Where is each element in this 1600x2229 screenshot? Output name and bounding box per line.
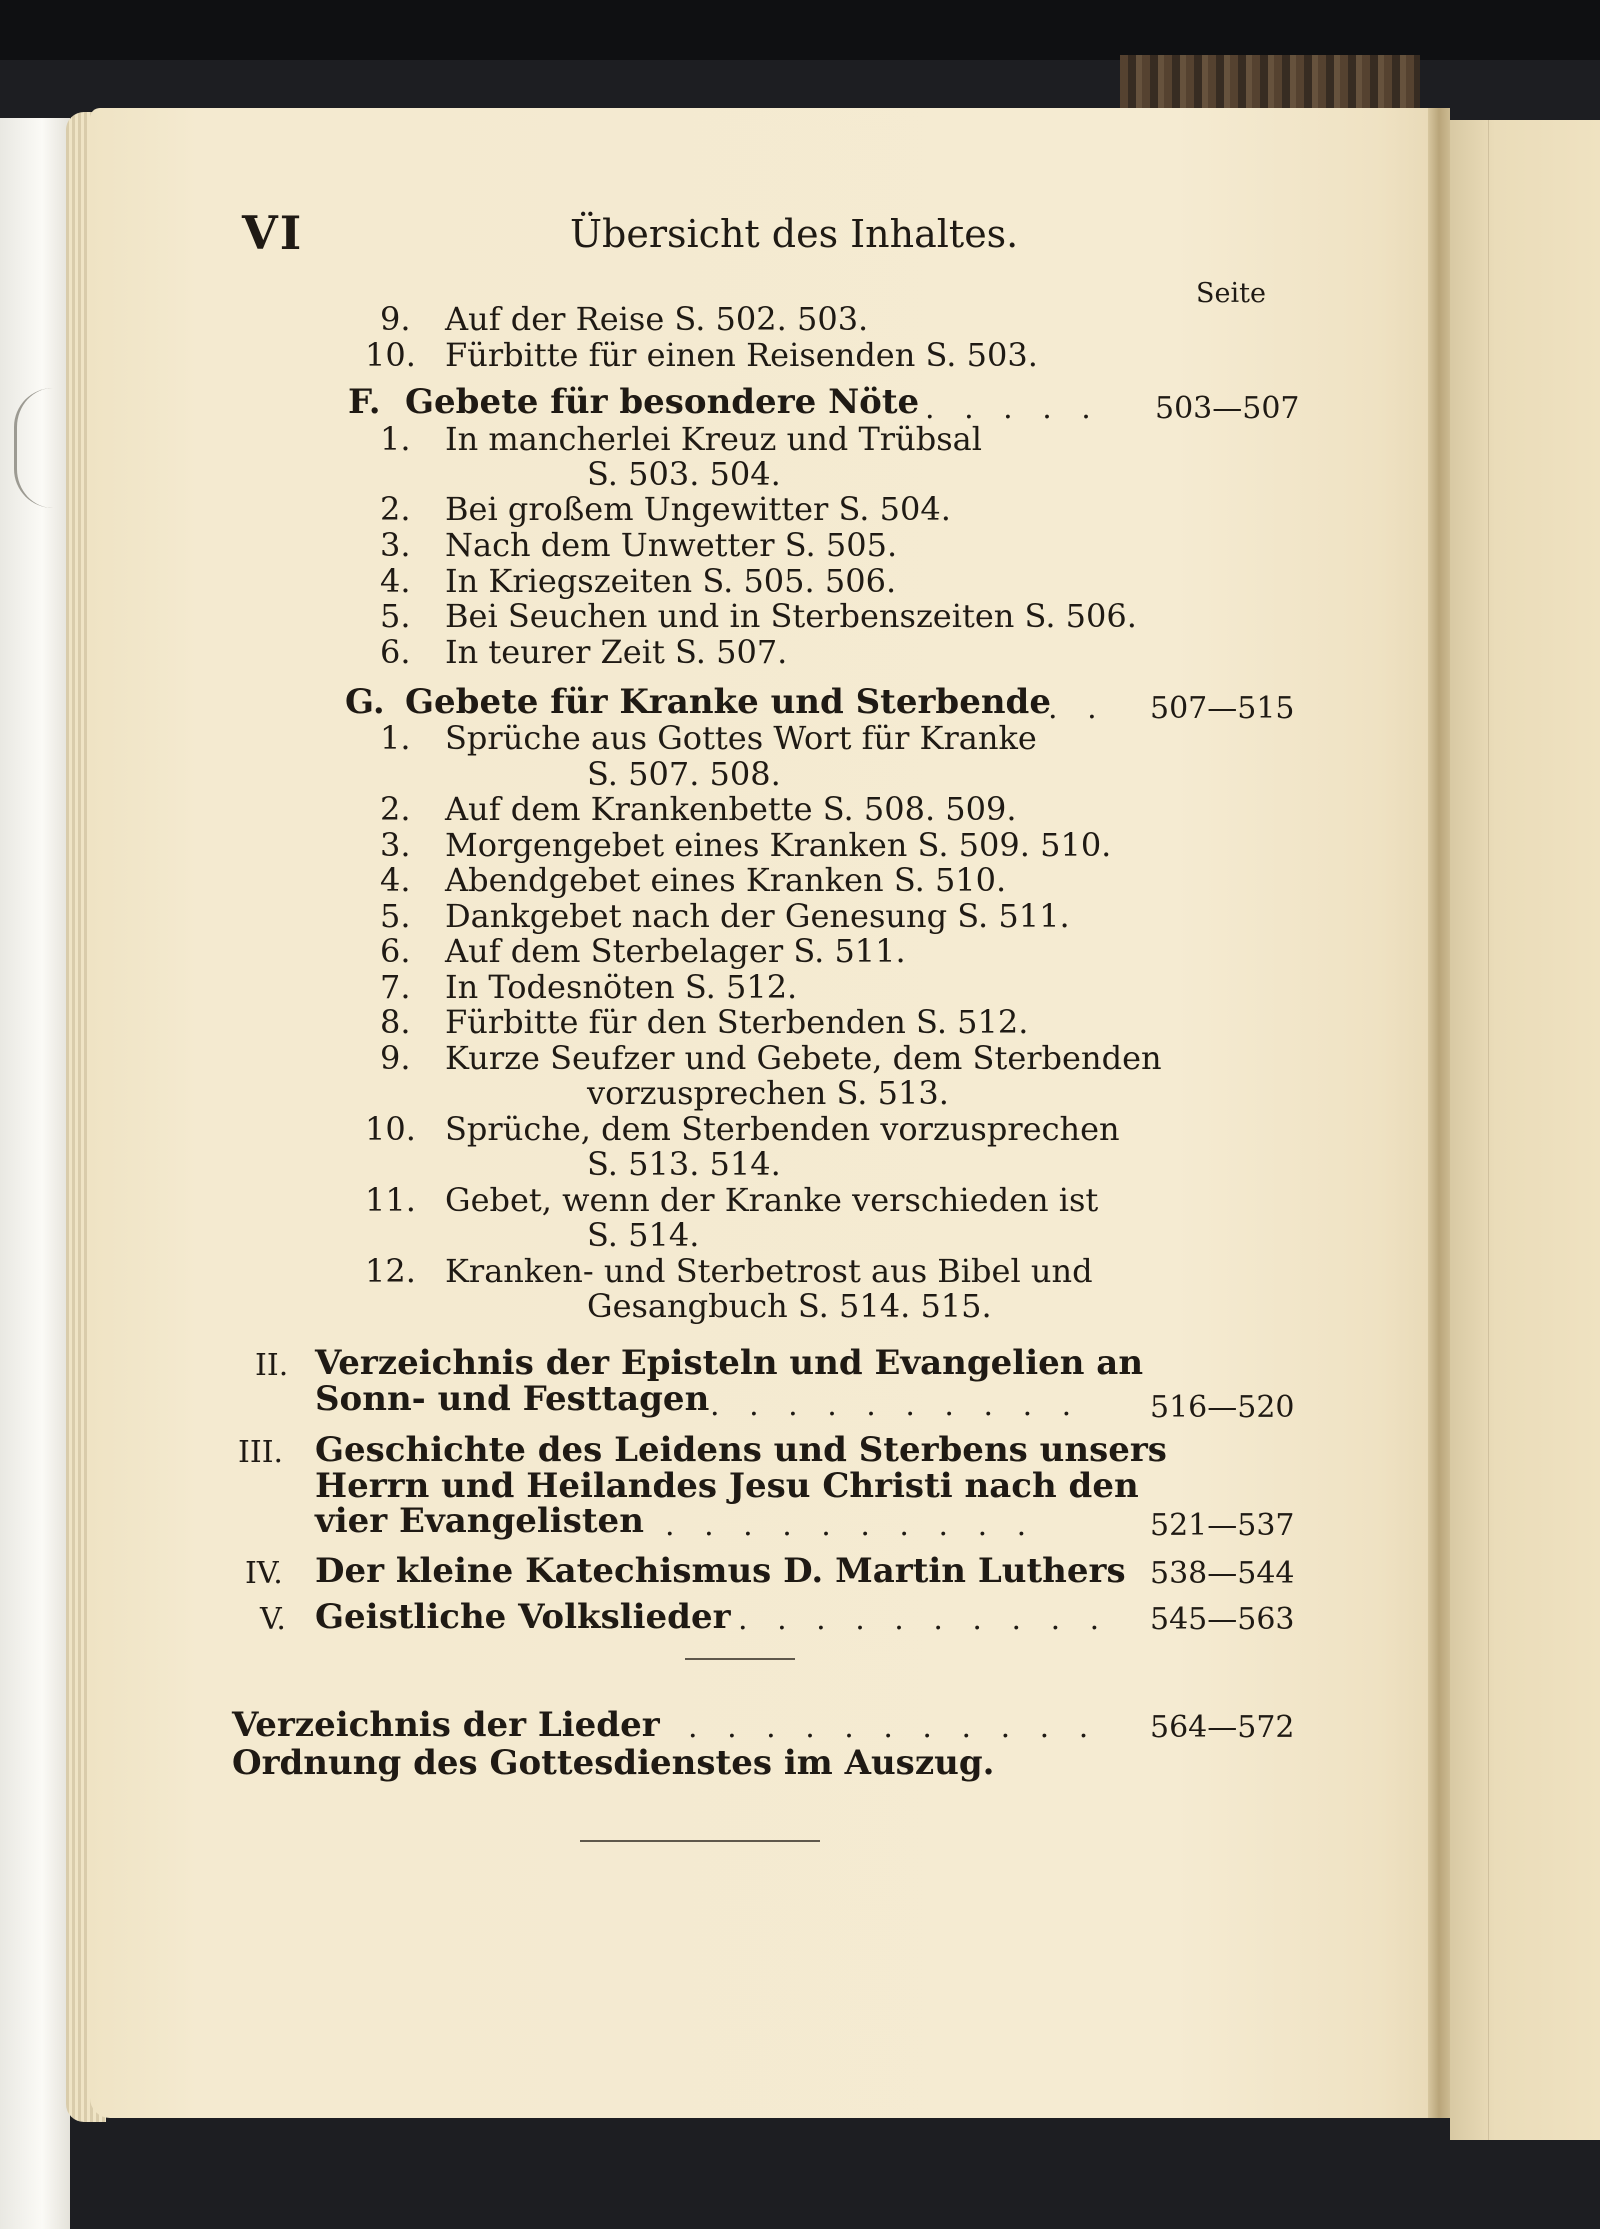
leader-dots: . . . . . . . . . . [665, 1508, 1037, 1543]
facing-page-rule [1488, 120, 1489, 2140]
entry-number: 2. [380, 790, 411, 828]
entry-number: 10. [365, 1110, 416, 1148]
entry-text: Abendgebet eines Kranken S. 510. [445, 861, 1007, 899]
entry-text-cont: vorzusprechen S. 513. [587, 1074, 949, 1112]
bookmark-ribbon[interactable] [0, 118, 70, 2229]
entry-number: 12. [365, 1252, 416, 1290]
entry-text: Sprüche, dem Sterbenden vorzusprechen [445, 1110, 1120, 1148]
entry-number: 5. [380, 897, 411, 935]
entry-text: Sprüche aus Gottes Wort für Kranke [445, 719, 1037, 757]
entry-text: In mancherlei Kreuz und Trübsal [445, 420, 982, 458]
entry-text-cont: Gesangbuch S. 514. 515. [587, 1287, 992, 1325]
page-range: 521—537 [1150, 1508, 1295, 1543]
entry-number: 9. [380, 300, 411, 338]
part-title: Verzeichnis der Episteln und Evangelien an [315, 1343, 1144, 1383]
entry-text: Fürbitte für den Sterbenden S. 512. [445, 1003, 1029, 1041]
entry-number: 9. [380, 1039, 411, 1077]
part-title-cont: Sonn- und Festtagen [315, 1379, 710, 1419]
running-title: Übersicht des Inhaltes. [570, 212, 1019, 256]
entry-text-cont: S. 503. 504. [587, 455, 781, 493]
entry-text: In teurer Zeit S. 507. [445, 633, 788, 671]
entry-text: Nach dem Unwetter S. 505. [445, 526, 898, 564]
book-page [90, 108, 1445, 2118]
entry-number: 6. [380, 633, 411, 671]
entry-text: In Kriegszeiten S. 505. 506. [445, 562, 897, 600]
entry-text: Auf dem Sterbelager S. 511. [445, 932, 906, 970]
entry-text: Gebet, wenn der Kranke verschieden ist [445, 1181, 1099, 1219]
entry-text: Auf der Reise S. 502. 503. [445, 300, 869, 338]
entry-number: 1. [380, 719, 411, 757]
entry-number: 2. [380, 490, 411, 528]
page-column-label: Seite [1196, 278, 1266, 309]
part-title: Geschichte des Leidens und Sterbens unsers [315, 1430, 1167, 1470]
leader-dots: . . . . . [925, 391, 1101, 426]
entry-text-cont: S. 507. 508. [587, 755, 781, 793]
entry-text-cont: S. 514. [587, 1216, 700, 1254]
part-title: Der kleine Katechismus D. Martin Luthers [315, 1551, 1126, 1591]
page-range: 538—544 [1150, 1556, 1295, 1591]
entry-text-cont: S. 513. 514. [587, 1145, 781, 1183]
page-range: 564—572 [1150, 1710, 1295, 1745]
page-gutter [1428, 108, 1450, 2118]
section-divider [685, 1658, 795, 1660]
entry-number: 5. [380, 597, 411, 635]
entry-number: 6. [380, 932, 411, 970]
page-range: 503—507 [1155, 391, 1300, 426]
part-numeral: II. [255, 1348, 289, 1383]
entry-number: 3. [380, 526, 411, 564]
entry-number: 7. [380, 968, 411, 1006]
leader-dots: . . . . . . . . . . [710, 1388, 1082, 1423]
section-letter: G. [345, 682, 385, 722]
leader-dots: . . . . . . . . . . . [688, 1710, 1099, 1745]
cover-top-edge [0, 0, 1600, 60]
entry-number: 8. [380, 1003, 411, 1041]
part-numeral: IV. [245, 1556, 283, 1591]
entry-text: Morgengebet eines Kranken S. 509. 510. [445, 826, 1112, 864]
page-number: VI [242, 206, 304, 260]
songs-index-title: Verzeichnis der Lieder [232, 1705, 660, 1745]
facing-page [1450, 120, 1600, 2140]
entry-number: 11. [365, 1181, 416, 1219]
entry-number: 4. [380, 562, 411, 600]
entry-text: Bei großem Ungewitter S. 504. [445, 490, 951, 528]
section-title: Gebete für besondere Nöte [405, 382, 920, 422]
entry-text: Fürbitte für einen Reisenden S. 503. [445, 336, 1038, 374]
part-numeral: V. [260, 1602, 286, 1637]
entry-number: 4. [380, 861, 411, 899]
entry-number: 1. [380, 420, 411, 458]
service-order-title: Ordnung des Gottesdienstes im Auszug. [232, 1743, 995, 1783]
entry-text: Dankgebet nach der Genesung S. 511. [445, 897, 1070, 935]
entry-text: Auf dem Krankenbette S. 508. 509. [445, 790, 1017, 828]
entry-text: In Todesnöten S. 512. [445, 968, 798, 1006]
leader-dots: . . [1048, 691, 1107, 726]
leader-dots: . . . . . . . . . . [738, 1602, 1110, 1637]
part-title-cont: Herrn und Heilandes Jesu Christi nach den [315, 1466, 1139, 1506]
entry-number: 3. [380, 826, 411, 864]
page-range: 507—515 [1150, 691, 1295, 726]
entry-text: Kurze Seufzer und Gebete, dem Sterbenden [445, 1039, 1162, 1077]
closing-rule [580, 1840, 820, 1842]
entry-text: Bei Seuchen und in Sterbenszeiten S. 506. [445, 597, 1137, 635]
page-range: 545—563 [1150, 1602, 1295, 1637]
entry-text: Kranken- und Sterbetrost aus Bibel und [445, 1252, 1093, 1290]
section-title: Gebete für Kranke und Sterbende [405, 682, 1051, 722]
section-letter: F. [348, 382, 381, 422]
entry-number: 10. [365, 336, 416, 374]
part-title-cont: vier Evangelisten [315, 1501, 644, 1541]
part-numeral: III. [238, 1435, 284, 1470]
page-range: 516—520 [1150, 1390, 1295, 1425]
part-title: Geistliche Volkslieder [315, 1597, 731, 1637]
ribbon-thread [14, 388, 53, 508]
